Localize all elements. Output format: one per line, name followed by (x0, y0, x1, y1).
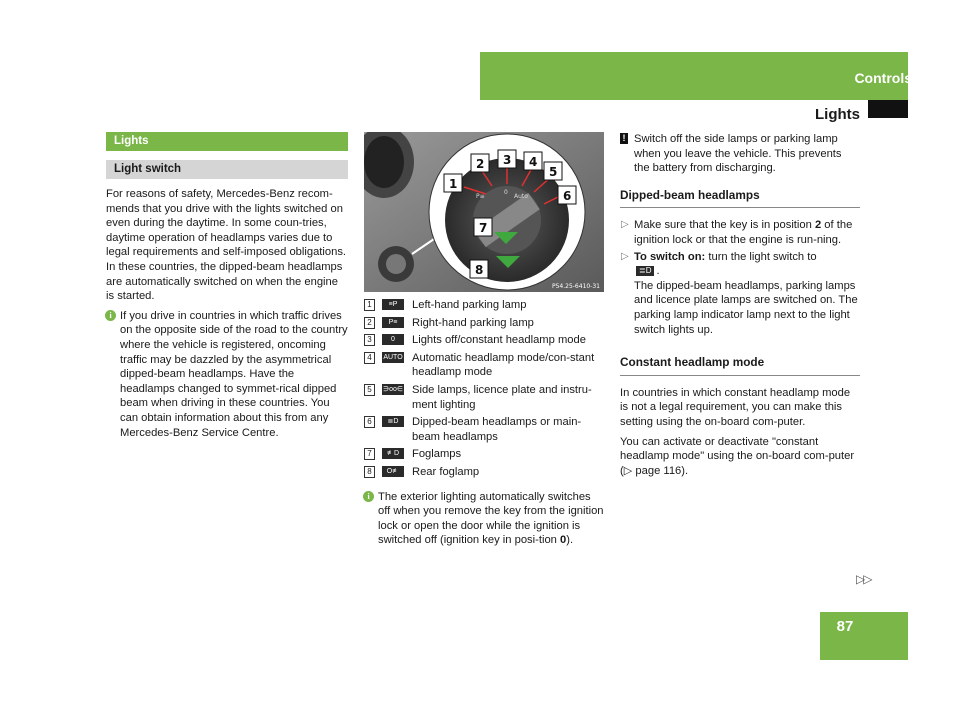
legend-text: Left-hand parking lamp (412, 299, 527, 311)
info-text-before: The exterior lighting automatically switches off when you remove the key from the ignition lock or open the door while the ignition is switched off (ignition key in posi-tion (378, 490, 604, 547)
legend-list (364, 298, 604, 480)
legend-text: Foglamps (412, 448, 462, 461)
legend-symbol: AUTO (383, 353, 403, 361)
legend-symbol: ≣D (382, 416, 404, 427)
constant-paragraph-2: You can activate or deactivate "constant headlamp mode" using the on-board com-puter (▷ page 116). (620, 435, 855, 477)
dial-label-park: P≡ (476, 193, 485, 200)
legend-item (364, 351, 604, 380)
callout-5: 5 (549, 165, 558, 179)
section-tab-marker (868, 100, 908, 118)
warning-icon: ! (620, 133, 628, 144)
legend-symbol: ≢D (382, 448, 404, 459)
legend-text: Right-hand parking lamp (412, 316, 534, 329)
legend-symbol: P≡ (382, 317, 404, 328)
info-text-bold: 0 (560, 534, 567, 547)
heading-dipped-beam: Dipped-beam headlamps (620, 188, 860, 209)
callout-4: 4 (529, 155, 538, 169)
callout-6: 6 (563, 189, 572, 203)
info-note-lighting (364, 490, 604, 548)
constant-paragraph-1: In countries in which constant headlamp mode is not a legal requirement, you can make this setting using the on-board com-puter. (620, 386, 851, 428)
legend-item (364, 415, 604, 444)
info-note (106, 309, 348, 440)
column-middle (364, 298, 604, 553)
legend-item (364, 465, 604, 480)
callout-3: 3 (503, 153, 512, 167)
dial-label-zero: 0 (504, 189, 508, 196)
column-left (106, 132, 348, 445)
header-green-box (480, 52, 908, 100)
step-text: of the ignition lock or that the engine is run-ning. (634, 219, 853, 246)
legend-item (364, 333, 604, 348)
subsection-bar: Light switch (106, 160, 348, 179)
legend-item (364, 298, 604, 313)
legend-number: 2 (364, 317, 375, 329)
callout-2: 2 (476, 157, 485, 171)
legend-number: 1 (364, 299, 375, 311)
continue-marker: ▷▷ (856, 572, 871, 586)
legend-item (364, 316, 604, 331)
callout-1: 1 (449, 177, 458, 191)
legend-number: 5 (364, 384, 375, 396)
step-bold: To switch on: (634, 250, 706, 263)
heading-constant-headlamp: Constant headlamp mode (620, 355, 860, 376)
step-bold: 2 (814, 219, 822, 232)
dipped-beam-symbol: ≣D (636, 266, 654, 276)
photo-code: P54.25-6410-31 (551, 283, 600, 290)
legend-number: 3 (364, 334, 375, 346)
step-arrow-icon: ▷ (621, 219, 629, 231)
legend-symbol: O≢ (382, 466, 404, 477)
legend-number: 8 (364, 466, 375, 478)
step-result: The dipped-beam headlamps, parking lamps and licence plate lamps are switched on. The parking lamp indicator lamp next to the light switch lights up. (634, 279, 858, 336)
info-text-after: ). (566, 534, 574, 547)
column-right (620, 132, 860, 483)
legend-text: Side lamps, licence plate and instru-ment lighting (412, 383, 592, 411)
legend-item (364, 447, 604, 462)
step-arrow-icon: ▷ (621, 250, 629, 262)
legend-symbol: 0 (382, 334, 404, 345)
warning-note (620, 132, 860, 176)
section-title: Controls (854, 70, 912, 86)
legend-item (364, 383, 604, 412)
callout-8: 8 (475, 263, 484, 277)
legend-number: 7 (364, 448, 375, 460)
legend-number: 6 (364, 416, 375, 428)
section-bar: Lights (106, 132, 348, 151)
info-icon: i (105, 310, 116, 321)
legend-symbol: ≡P (382, 299, 404, 310)
legend-text: Automatic headlamp mode/con-stant headlamp mode (412, 351, 595, 379)
info-note-text: If you drive in countries in which traffic drives on the opposite side of the road to the country where the vehicle is registered, oncoming traffic may be dazzled by the asymmetrical dipped-beam headlamps. Have the headlamps changed to symmet-rical dipped beam when driving in these countries. You can obtain information about this from any Mercedes-Benz Service Centre. (120, 309, 348, 439)
legend-number: 4 (364, 352, 375, 364)
callout-7: 7 (479, 221, 488, 235)
legend-text: Rear foglamp (412, 465, 480, 478)
info-icon: i (363, 491, 374, 502)
page-number: 87 (836, 618, 854, 635)
step-item (620, 250, 860, 338)
step-item (620, 218, 860, 247)
subsection-title: Lights (815, 106, 860, 123)
intro-paragraph: For reasons of safety, Mercedes-Benz recom-mends that you drive with the lights switched on even during the daytime. In some coun-tries, daytime operation of headlamps varies due to legal requirements and self-imposed obligations. In these countries, the dipped-beam headlamps are automatically switched on when the engine is started. (106, 188, 347, 303)
step-period: . (656, 265, 660, 278)
dial-label-auto: Auto (514, 193, 528, 200)
legend-text: Dipped-beam headlamps or main-beam headlamps (412, 416, 582, 443)
legend-text: Lights off/constant headlamp mode (412, 334, 586, 347)
step-text: turn the light switch to (705, 250, 817, 263)
legend-symbol: ∋oo∈ (383, 385, 403, 393)
light-switch-photo (364, 132, 604, 292)
warning-text: Switch off the side lamps or parking lamp when you leave the vehicle. This prevents the battery from discharging. (634, 133, 842, 175)
step-text: Make sure that the key is in position (634, 219, 815, 232)
